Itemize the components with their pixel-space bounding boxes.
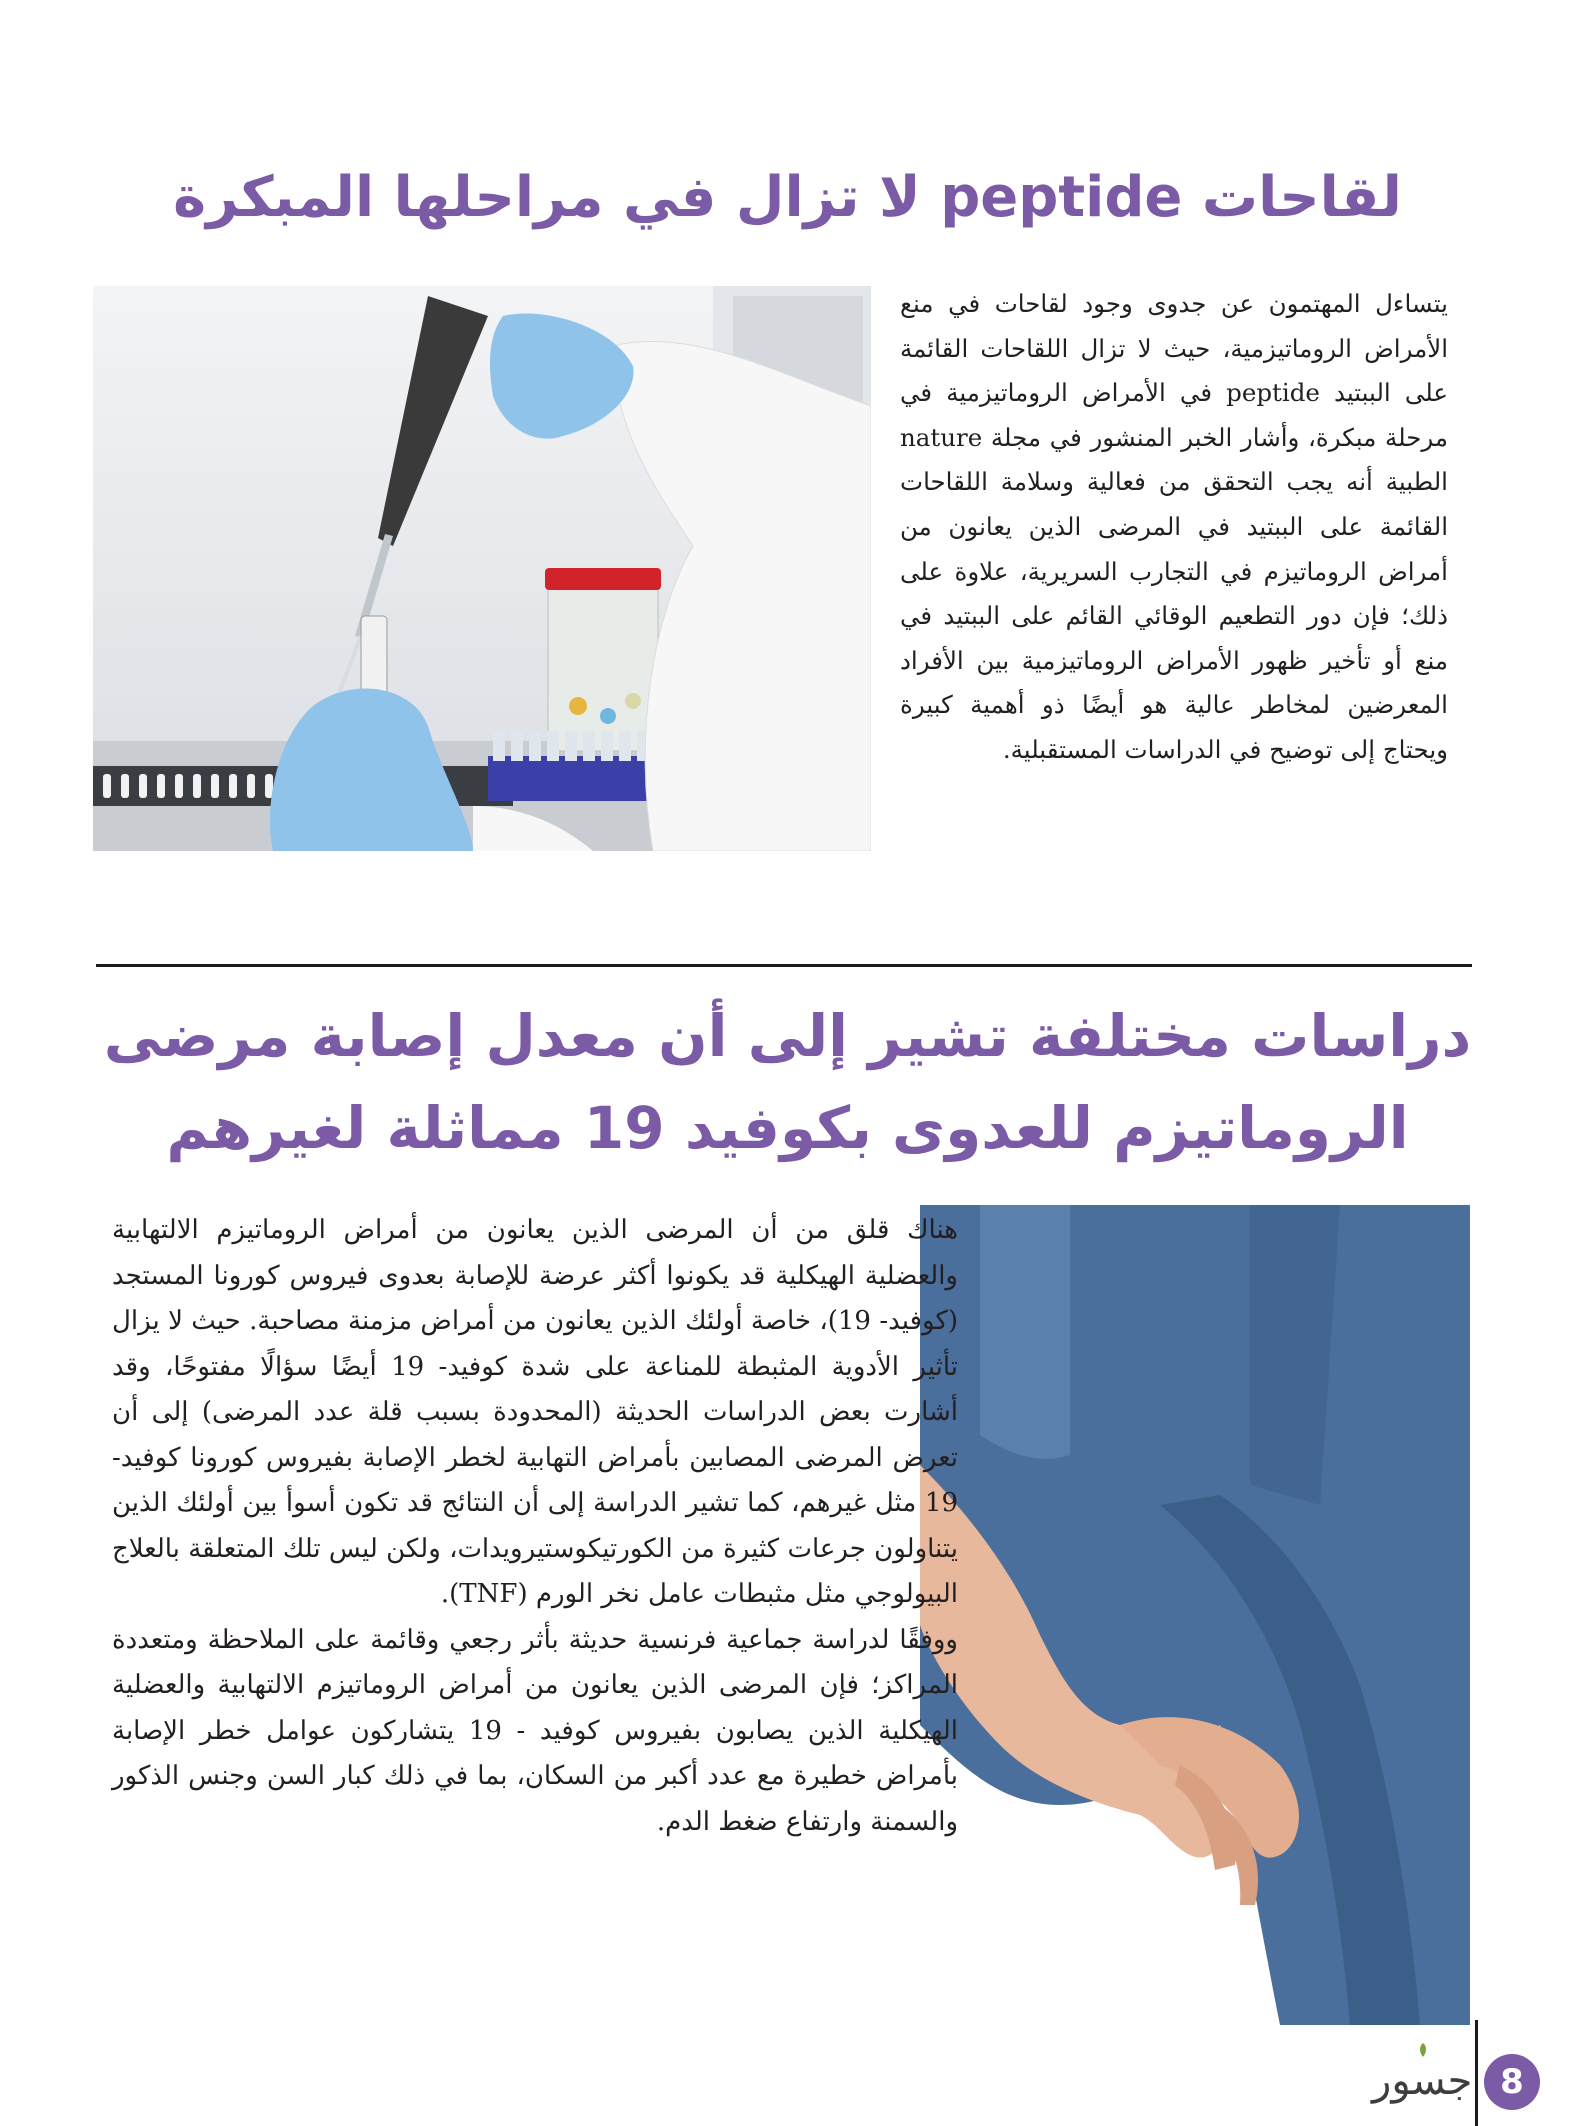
footer-rule — [1475, 2020, 1478, 2126]
article2-title — [100, 990, 1475, 1174]
article2-paragraph1: هناك قلق من أن المرضى الذين يعانون من أمراض الروماتيزم الالتهابية والعضلية الهيكلية قد يكونوا أكثر عرضة للإصابة بعدوى فيروس كورونا المستجد (كوفيد- 19)، خاصة أولئك الذين يعانون من أمراض مزمنة مصاحبة. حيث لا يزال تأثير الأدوية المثبطة للمناعة على شدة كوفيد- 19 أيضًا سؤالًا مفتوحًا، وقد أشارت بعض الدراسات الحديثة (المحدودة بسبب قلة عدد المرضى) إلى أن تعرض المرضى المصابين بأمراض التهابية لخطر الإصابة بفيروس كورونا كوفيد- 19 مثل غيرهم، كما تشير الدراسة إلى أن النتائج قد تكون أسوأ بين أولئك الذين يتناولون جرعات كثيرة من الكورتيكوستيرويدات، ولكن ليس تلك المتعلقة بالعلاج البيولوجي مثل مثبطات عامل نخر الورم (TNF). — [112, 1215, 958, 1609]
article1-title: لقاحات peptide لا تزال في مراحلها المبكرة — [173, 165, 1402, 230]
page-number: 8 — [1484, 2054, 1540, 2110]
article1-body: يتساءل المهتمون عن جدوى وجود لقاحات في منع الأمراض الروماتيزمية، حيث لا تزال اللقاحات القائمة على الببتيد peptide في الأمراض الروماتيزمية في مرحلة مبكرة، وأشار الخبر المنشور في مجلة nature الطبية أنه يجب التحقق من فعالية وسلامة اللقاحات القائمة على الببتيد في المرضى الذين يعانون من أمراض الروماتيزم في التجارب السريرية، علاوة على ذلك؛ فإن دور التطعيم الوقائي القائم على الببتيد في منع أو تأخير ظهور الأمراض الروماتيزمية بين الأفراد المعرضين لمخاطر عالية هو أيضًا ذو أهمية كبيرة ويحتاج إلى توضيح في الدراسات المستقبلية. — [900, 289, 1448, 764]
article2-paragraph2: ووفقًا لدراسة جماعية فرنسية حديثة بأثر رجعي وقائمة على الملاحظة ومتعددة المراكز؛ فإن المرضى الذين يعانون من أمراض الروماتيزم الالتهابية والعضلية الهيكلية الذين يصابون بفيروس كوفيد - 19 يتشاركون عوامل خطر الإصابة بأمراض خطيرة مع عدد أكبر من السكان، بما في ذلك كبار السن وجنس الذكور والسمنة وارتفاع ضغط الدم. — [112, 1624, 958, 1837]
article2-title-line1: دراسات مختلفة تشير إلى أن معدل إصابة مرضى — [103, 1002, 1472, 1070]
logo-leaf-icon — [1415, 2042, 1431, 2058]
article2-body — [112, 1208, 958, 1845]
lab-pipette-photo — [93, 286, 871, 851]
article2-title-line2: الروماتيزم للعدوى بكوفيد 19 مماثلة لغيرهم — [166, 1094, 1409, 1162]
section-divider — [96, 964, 1472, 967]
knee-pain-photo — [920, 1205, 1470, 2025]
magazine-logo: جسور — [1372, 2058, 1473, 2104]
